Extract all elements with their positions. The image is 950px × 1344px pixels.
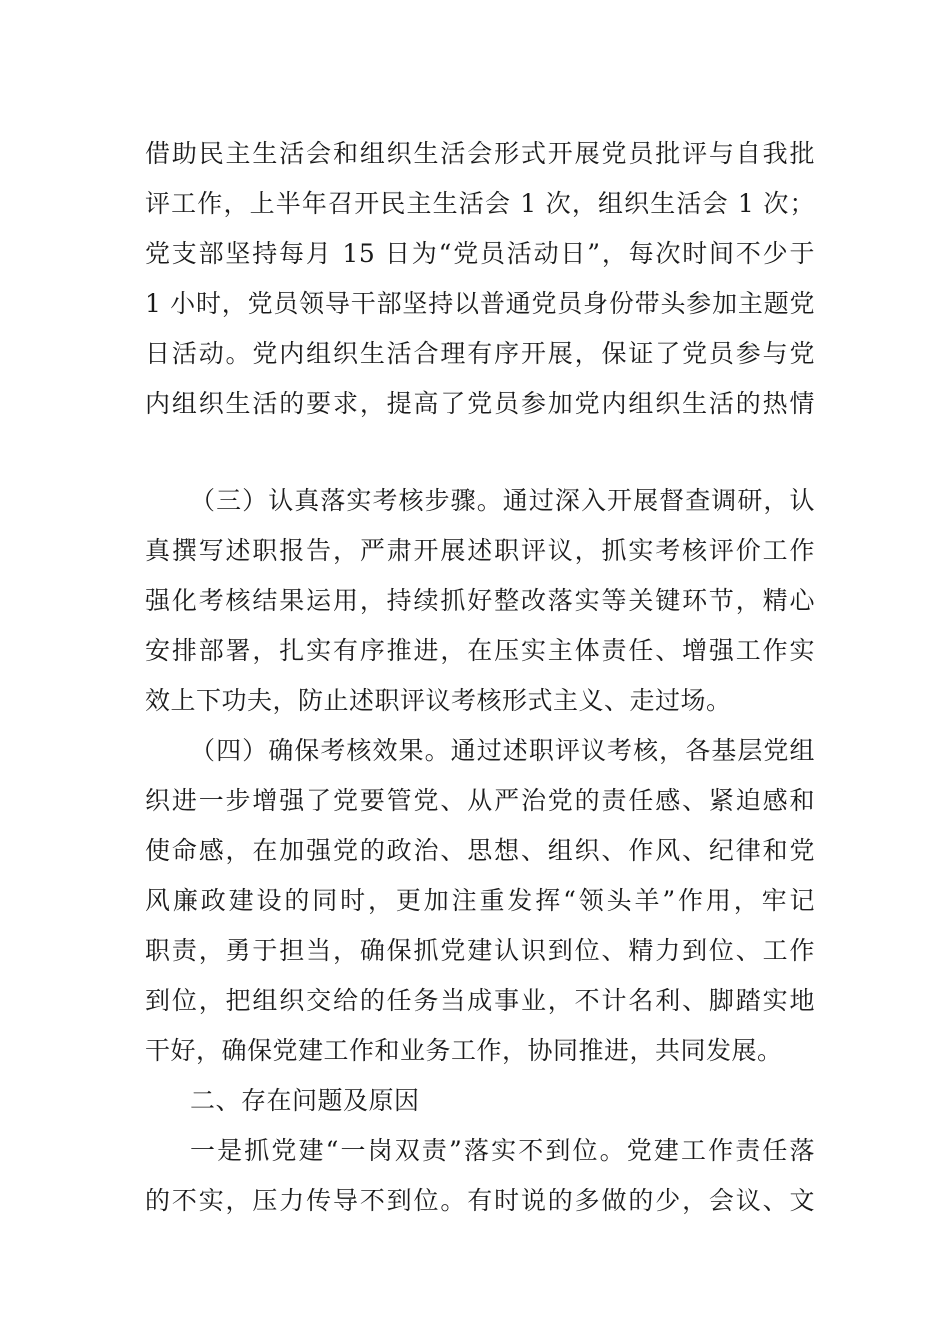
paragraph-1-line-3: 党支部坚持每月 15 日为“党员活动日”，每次时间不少于 [145,239,815,268]
paragraph-2-line-3: 强化考核结果运用，持续抓好整改落实等关键环节，精心 [145,586,815,615]
paragraph-2-line-4: 安排部署，扎实有序推进，在压实主体责任、增强工作实 [145,636,815,665]
paragraph-1-line-1: 借助民主生活会和组织生活会形式开展党员批评与自我批 [145,139,815,168]
paragraph-3-line-7: 干好，确保党建工作和业务工作，协同推进，共同发展。 [145,1036,783,1065]
paragraph-3-line-1: （四）确保考核效果。通过述职评议考核，各基层党组 [190,736,815,765]
paragraph-1-line-4: 1 小时，党员领导干部坚持以普通党员身份带头参加主题党 [145,289,815,318]
paragraph-1-line-6: 内组织生活的要求，提高了党员参加党内组织生活的热情 [145,389,815,418]
paragraph-1-line-2: 评工作，上半年召开民主生活会 1 次，组织生活会 1 次； [145,189,815,218]
paragraph-3-line-5: 职责，勇于担当，确保抓党建认识到位、精力到位、工作 [145,936,815,965]
paragraph-4-line-2: 的不实，压力传导不到位。有时说的多做的少，会议、文 [145,1186,815,1215]
paragraph-2-line-1: （三）认真落实考核步骤。通过深入开展督查调研，认 [190,486,815,515]
paragraph-2-line-5: 效上下功夫，防止述职评议考核形式主义、走过场。 [145,686,732,715]
paragraph-3-line-2: 织进一步增强了党要管党、从严治党的责任感、紧迫感和 [145,786,815,815]
paragraph-1-line-5: 日活动。党内组织生活合理有序开展，保证了党员参与党 [145,339,815,368]
paragraph-3-line-3: 使命感，在加强党的政治、思想、组织、作风、纪律和党 [145,836,815,865]
paragraph-3-line-4: 风廉政建设的同时，更加注重发挥“领头羊”作用，牢记 [145,886,815,915]
paragraph-3-line-6: 到位，把组织交给的任务当成事业，不计名利、脚踏实地 [145,986,815,1015]
section-heading: 二、存在问题及原因 [190,1086,420,1115]
paragraph-2-line-2: 真撰写述职报告，严肃开展述职评议，抓实考核评价工作 [145,536,815,565]
paragraph-4-line-1: 一是抓党建“一岗双责”落实不到位。党建工作责任落 [190,1136,815,1165]
